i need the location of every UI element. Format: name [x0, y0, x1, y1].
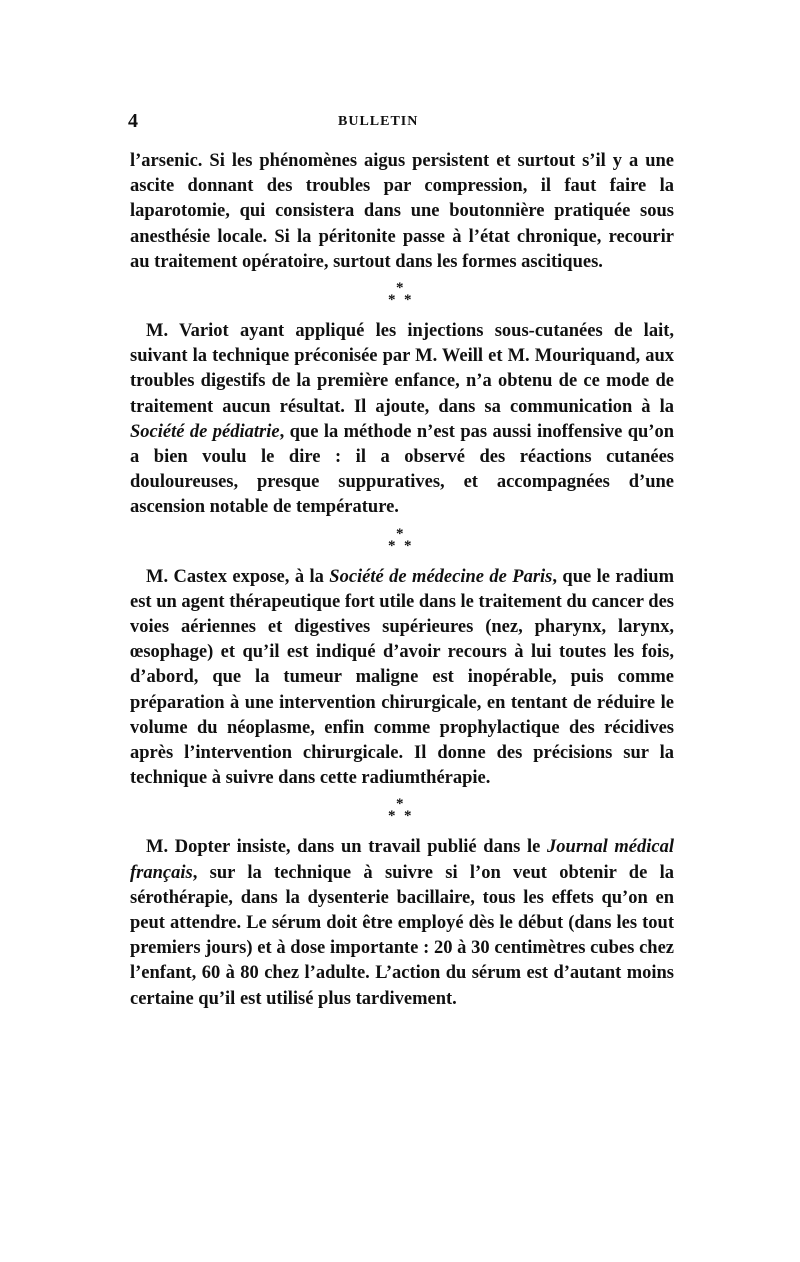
asterisk-glyph: *: [404, 537, 412, 554]
text-segment: l’arsenic. Si les phénomènes aigus persistent et surtout s’il y a une ascite donnant des troubles par compression, il faut faire la laparotomie, qui consistera dans une boutonnière pratiquée sous anesthésie locale. Si la péritonite passe à l’état chronique, recourir au traitement opératoire, surtout dans les formes ascitiques.: [130, 151, 674, 272]
asterisk-glyph: *: [388, 537, 396, 554]
paragraph-castex: [130, 565, 674, 792]
asterism-separator: [130, 525, 674, 563]
text-segment: M. Dopter insiste, dans un travail publié dans le: [146, 837, 548, 858]
asterisk-glyph: *: [388, 808, 396, 825]
text-segment: M. Castex expose, à la: [146, 566, 330, 587]
asterism-separator: [130, 279, 674, 317]
asterisk-glyph: *: [404, 808, 412, 825]
text-segment: , que la méthode n’est pas aussi inoffensive qu’on a bien voulu le dire : il a observé des réactions cutanées douloureuses, presque suppuratives, et accompagnées d’une ascension notable de température.: [130, 421, 674, 518]
paragraph-arsenic: [130, 149, 674, 275]
text-segment: , que le radium est un agent thérapeutique fort utile dans le traitement du cancer des voies aériennes et digestives supérieures (nez, pharynx, larynx, œsophage) et qu’il est indiqué d’avoir recours à lui toutes les fois, d’abord, que la tumeur maligne est inopérable, puis comme préparation à une intervention chirurgicale, en tentant de réduire le volume du néoplasme, enfin comme prophylactique des récidives après l’intervention chirurgicale. Il donne des précisions sur la technique à suivre dans cette radiumthérapie.: [130, 566, 674, 789]
asterisk-glyph: *: [396, 796, 404, 813]
asterisk-glyph: *: [396, 525, 404, 542]
page-header: [128, 110, 672, 140]
running-title: BULLETIN: [338, 114, 419, 129]
page-number: 4: [128, 110, 138, 132]
text-segment: , sur la technique à suivre si l’on veut obtenir de la sérothérapie, dans la dysenterie bacillaire, tous les effets qu’on en peut attendre. Le sérum doit être employé dès le début (dans les tout premiers jours) et à dose importante : 20 à 30 centimètres cubes chez l’enfant, 60 à 80 chez l’adulte. L’action du sérum est d’autant moins certaine qu’il est utilisé plus tardivement.: [130, 862, 674, 1009]
asterisk-glyph: *: [388, 292, 396, 309]
journal-title: Société de pédiatrie: [130, 421, 280, 442]
society-name: Société de médecine de Paris: [329, 566, 553, 587]
asterisk-glyph: *: [404, 292, 412, 309]
journal-title: Journal médical français: [130, 837, 674, 883]
paragraph-variot: [130, 319, 674, 521]
page-body: [130, 149, 674, 1012]
asterism-separator: [130, 795, 674, 833]
asterisk-glyph: *: [396, 280, 404, 297]
text-segment: M. Variot ayant appliqué les injections sous-cutanées de lait, suivant la technique préconisée par M. Weill et M. Mouriquand, aux troubles digestifs de la première enfance, n’a obtenu de ce mode de traitement aucun résultat. Il ajoute, dans sa communication à la: [130, 321, 674, 417]
paragraph-dopter: [130, 835, 674, 1011]
